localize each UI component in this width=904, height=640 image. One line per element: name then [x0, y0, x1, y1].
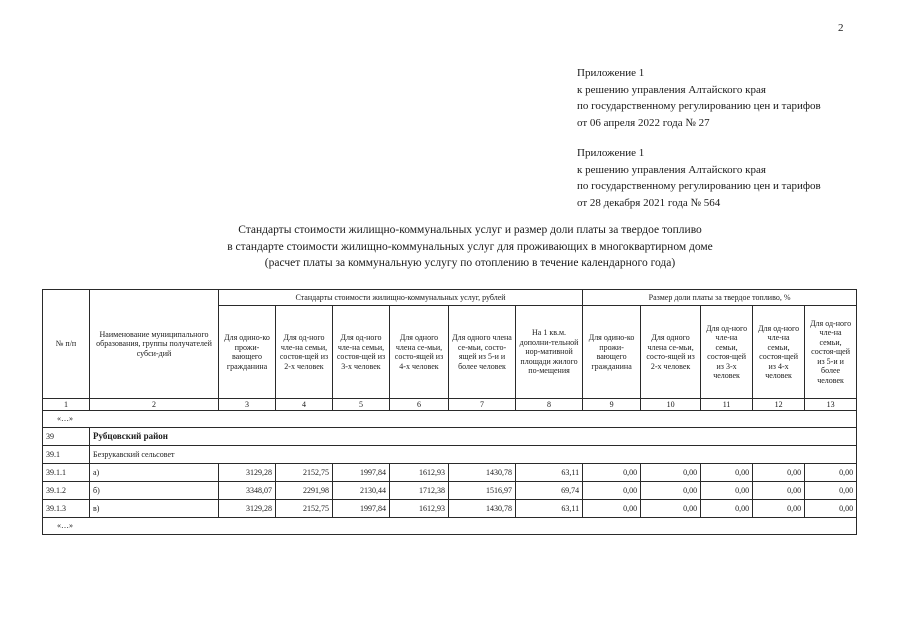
ellipsis-row — [43, 411, 857, 428]
header-group-share: Размер доли платы за твердое топливо, % — [583, 290, 857, 306]
value-cell: 0,00 — [753, 464, 805, 482]
value-cell: 0,00 — [753, 500, 805, 518]
document-title — [150, 222, 790, 272]
column-number: 2 — [90, 399, 219, 411]
header-no: № п/п — [43, 290, 90, 399]
annex-1-line: по государственному регулированию цен и тарифов — [577, 100, 821, 112]
value-cell: 1997,84 — [333, 500, 390, 518]
value-cell: 0,00 — [701, 464, 753, 482]
subheader-cell: Для од-ного чле-на семьи, состоя-щей из 4-х человек — [753, 306, 805, 399]
column-number: 12 — [753, 399, 805, 411]
column-number: 1 — [43, 399, 90, 411]
value-cell: 0,00 — [805, 464, 857, 482]
annex-2-header — [577, 145, 821, 211]
column-number: 11 — [701, 399, 753, 411]
column-number: 10 — [641, 399, 701, 411]
header-group-standards: Стандарты стоимости жилищно-коммунальных услуг, рублей — [219, 290, 583, 306]
ellipsis-cell: «…» — [43, 411, 857, 428]
annex-1-line: Приложение 1 — [577, 67, 645, 79]
column-number-row — [43, 399, 857, 411]
subheader-cell: Для одного члена се-мьи, состо-ящей из 5-и и более человек — [449, 306, 516, 399]
annex-2-line: к решению управления Алтайского края — [577, 163, 766, 176]
value-cell: 0,00 — [805, 482, 857, 500]
title-line: (расчет платы за коммунальную услугу по отоплению в течение календарного года) — [264, 257, 676, 269]
annex-1-line: к решению управления Алтайского края — [577, 83, 766, 96]
value-cell: 1430,78 — [449, 464, 516, 482]
council-row — [43, 446, 857, 464]
row-label: б) — [90, 482, 219, 500]
value-cell: 2152,75 — [276, 464, 333, 482]
row-number: 39.1.2 — [43, 482, 90, 500]
value-cell: 0,00 — [641, 464, 701, 482]
column-number: 13 — [805, 399, 857, 411]
annex-1-header — [577, 65, 821, 131]
title-line: в стандарте стоимости жилищно-коммунальных услуг для проживающих в многоквартирном доме — [227, 240, 713, 253]
value-cell: 1997,84 — [333, 464, 390, 482]
subheader-cell: На 1 кв.м. дополни-тельной нор-мативной площади жилого по-мещения — [516, 306, 583, 399]
district-name: Рубцовский район — [90, 428, 857, 446]
value-cell: 2130,44 — [333, 482, 390, 500]
value-cell: 0,00 — [583, 500, 641, 518]
council-name: Безрукавский сельсовет — [90, 446, 857, 464]
subheader-cell: Для одного члена се-мьи, состо-ящей из 2-х человек — [641, 306, 701, 399]
value-cell: 1612,93 — [390, 464, 449, 482]
annex-2-line: от 28 декабря 2021 года № 564 — [577, 196, 721, 209]
value-cell: 0,00 — [583, 464, 641, 482]
row-number: 39.1.1 — [43, 464, 90, 482]
value-cell: 1612,93 — [390, 500, 449, 518]
title-line: Стандарты стоимости жилищно-коммунальных услуг и размер доли платы за твердое топливо — [238, 224, 702, 236]
subheader-cell: Для од-ного чле-на семьи, состоя-щей из 3-х человек — [701, 306, 753, 399]
column-number: 5 — [333, 399, 390, 411]
council-number: 39.1 — [43, 446, 90, 464]
annex-1-line: от 06 апреля 2022 года № 27 — [577, 116, 710, 129]
value-cell: 3129,28 — [219, 464, 276, 482]
value-cell: 2152,75 — [276, 500, 333, 518]
value-cell: 63,11 — [516, 500, 583, 518]
header-name: Наименование муниципального образования, группы получателей субси-дий — [90, 290, 219, 399]
value-cell: 1712,38 — [390, 482, 449, 500]
row-label: в) — [90, 500, 219, 518]
value-cell: 1516,97 — [449, 482, 516, 500]
table-row — [43, 464, 857, 482]
page-number: 2 — [838, 22, 844, 34]
subheader-cell: Для одино-ко прожи-вающего гражданина — [219, 306, 276, 399]
table-row — [43, 500, 857, 518]
district-number: 39 — [43, 428, 90, 446]
ellipsis-cell: «…» — [43, 518, 857, 535]
district-row — [43, 428, 857, 446]
table-row — [43, 482, 857, 500]
subheader-cell: Для одино-ко прожи-вающего гражданина — [583, 306, 641, 399]
value-cell: 0,00 — [701, 482, 753, 500]
subheader-cell: Для од-ного чле-на семьи, состоя-щей из 2-х человек — [276, 306, 333, 399]
subheader-cell: Для одного члена се-мьи, состо-ящей из 4-х человек — [390, 306, 449, 399]
column-number: 3 — [219, 399, 276, 411]
value-cell: 2291,98 — [276, 482, 333, 500]
row-number: 39.1.3 — [43, 500, 90, 518]
value-cell: 0,00 — [641, 500, 701, 518]
column-number: 6 — [390, 399, 449, 411]
column-number: 7 — [449, 399, 516, 411]
annex-2-line: по государственному регулированию цен и тарифов — [577, 180, 821, 192]
value-cell: 0,00 — [641, 482, 701, 500]
subheader-cell: Для од-ного чле-на семьи, состоя-щей из 3-х человек — [333, 306, 390, 399]
value-cell: 3348,07 — [219, 482, 276, 500]
subheader-cell: Для од-ного чле-на семьи, состоя-щей из 5-и и более человек — [805, 306, 857, 399]
value-cell: 0,00 — [583, 482, 641, 500]
value-cell: 0,00 — [805, 500, 857, 518]
standards-table — [42, 289, 857, 535]
column-number: 9 — [583, 399, 641, 411]
annex-2-line: Приложение 1 — [577, 147, 645, 159]
value-cell: 1430,78 — [449, 500, 516, 518]
column-number: 8 — [516, 399, 583, 411]
value-cell: 0,00 — [753, 482, 805, 500]
value-cell: 3129,28 — [219, 500, 276, 518]
column-number: 4 — [276, 399, 333, 411]
ellipsis-row — [43, 518, 857, 535]
value-cell: 63,11 — [516, 464, 583, 482]
value-cell: 0,00 — [701, 500, 753, 518]
row-label: а) — [90, 464, 219, 482]
value-cell: 69,74 — [516, 482, 583, 500]
